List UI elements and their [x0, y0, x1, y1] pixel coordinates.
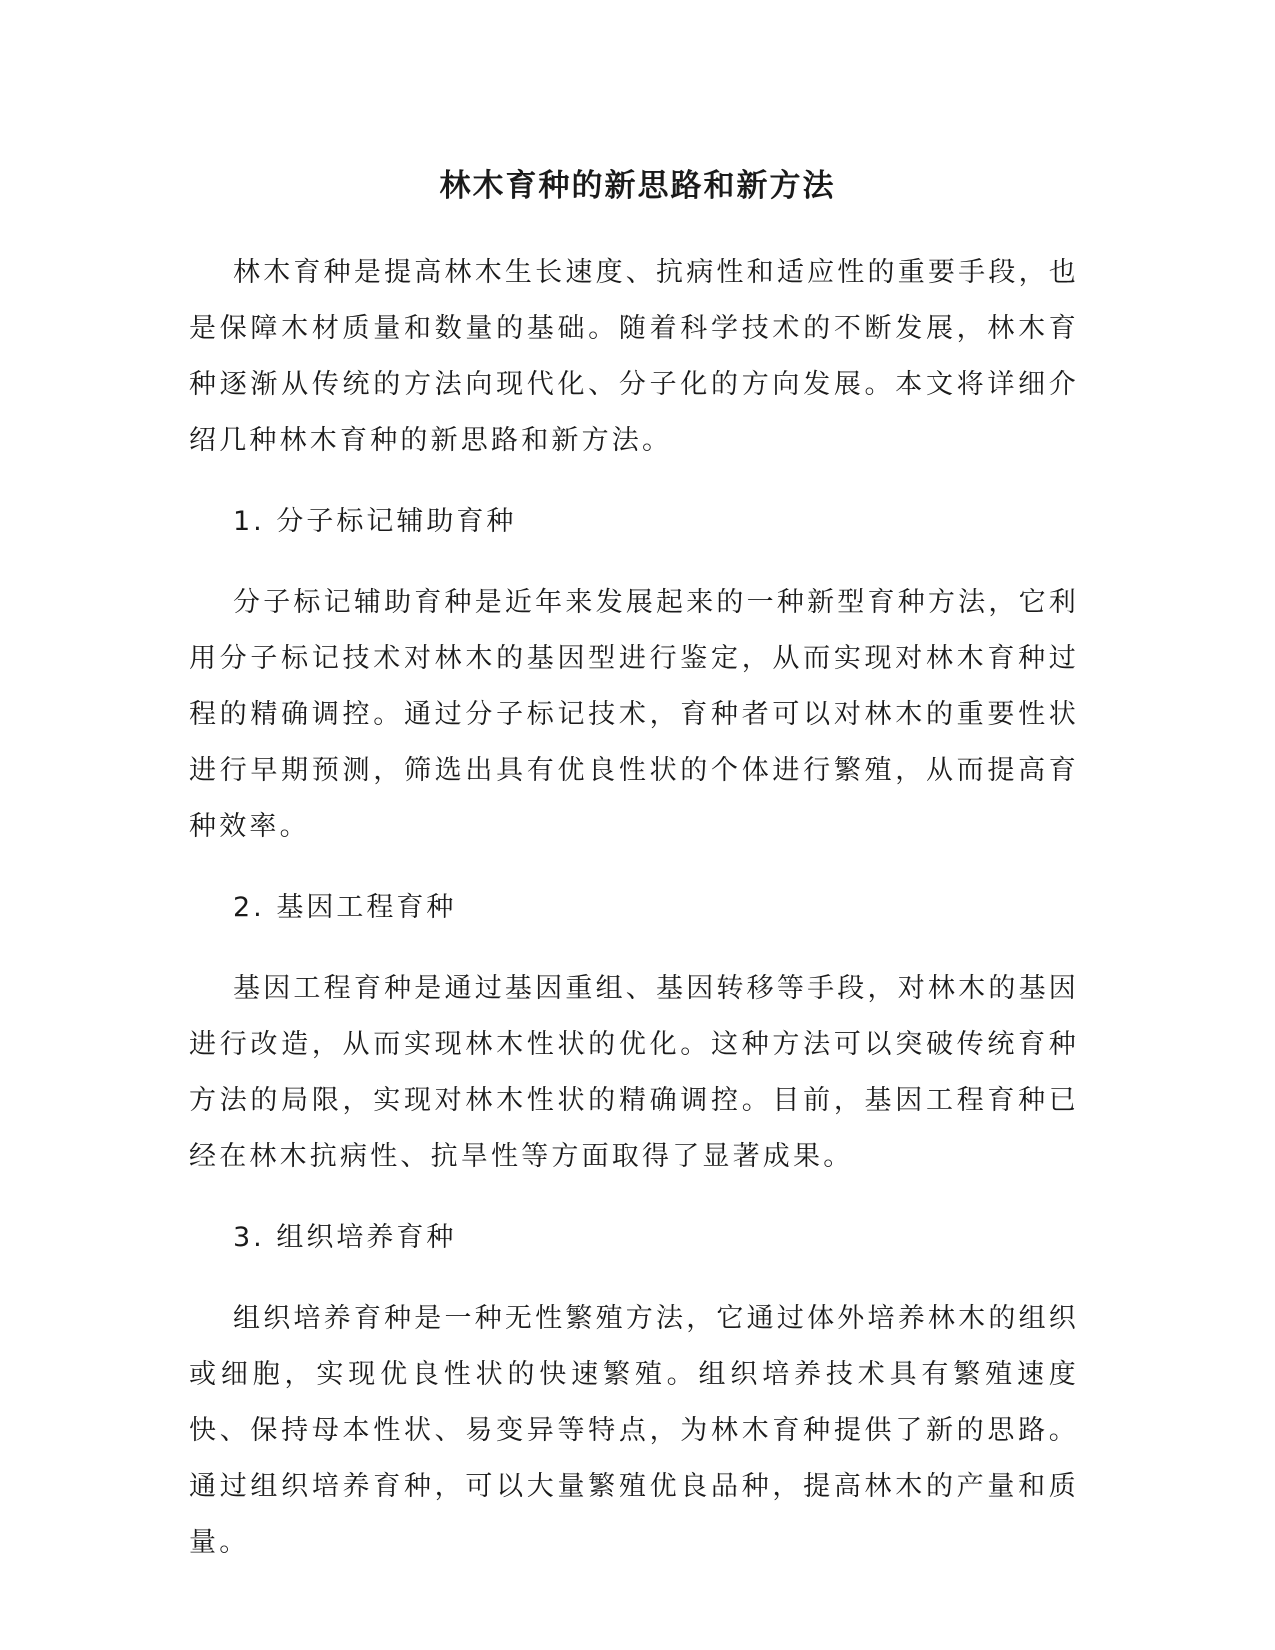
page-title: 林木育种的新思路和新方法	[439, 168, 836, 204]
section-heading-2: 2. 基因工程育种	[233, 892, 457, 923]
section-body-3: 组织培养育种是一种无性繁殖方法，它通过体外培养林木的组织或细胞，实现优良性状的快速繁殖。组织培养技术具有繁殖速度快、保持母本性状、易变异等特点，为林木育种提供了新的思路。通过组织培养育种，可以大量繁殖优良品种，提高林木的产量和质量。	[189, 1303, 1079, 1558]
section-body-1: 分子标记辅助育种是近年来发展起来的一种新型育种方法，它利用分子标记技术对林木的基因型进行鉴定，从而实现对林木育种过程的精确调控。通过分子标记技术，育种者可以对林木的重要性状进行早期预测，筛选出具有优良性状的个体进行繁殖，从而提高育种效率。	[189, 587, 1079, 842]
section-heading-3: 3. 组织培养育种	[233, 1222, 457, 1253]
section-heading-1: 1. 分子标记辅助育种	[233, 506, 517, 537]
intro-paragraph: 林木育种是提高林木生长速度、抗病性和适应性的重要手段，也是保障木材质量和数量的基础。随着科学技术的不断发展，林木育种逐渐从传统的方法向现代化、分子化的方向发展。本文将详细介绍几种林木育种的新思路和新方法。	[189, 257, 1079, 456]
section-body-2: 基因工程育种是通过基因重组、基因转移等手段，对林木的基因进行改造，从而实现林木性状的优化。这种方法可以突破传统育种方法的局限，实现对林木性状的精确调控。目前，基因工程育种已经在林木抗病性、抗旱性等方面取得了显著成果。	[189, 973, 1079, 1172]
document-body	[189, 245, 1079, 1571]
